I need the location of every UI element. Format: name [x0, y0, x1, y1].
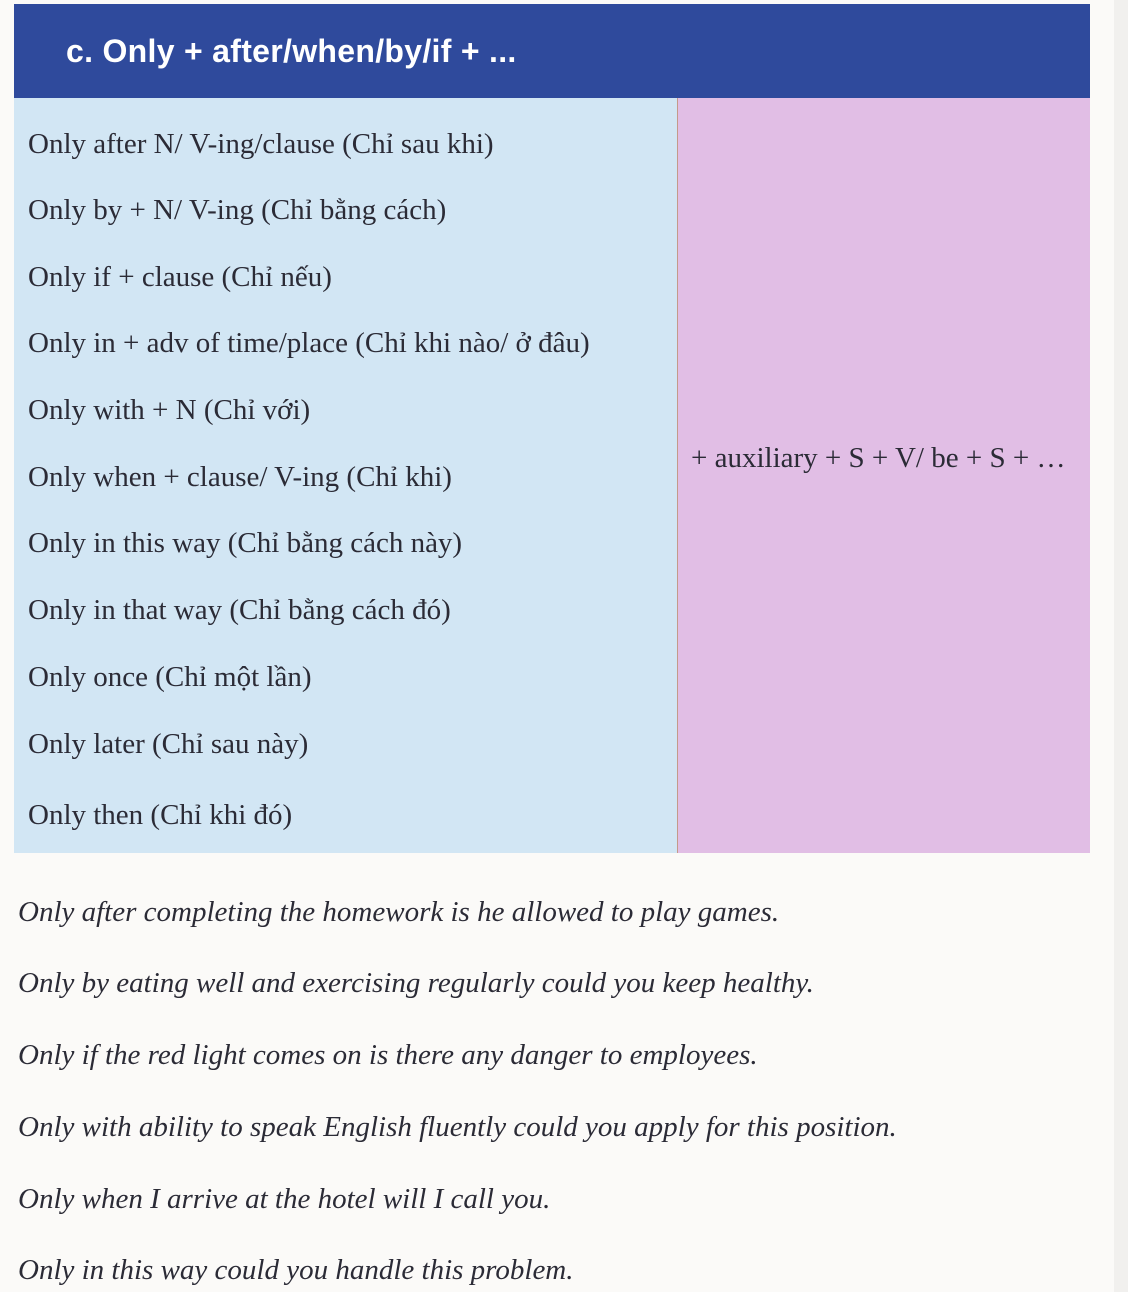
phrase-only-after: Only after N/ V-ing/clause (Chỉ sau khi) [28, 128, 494, 160]
grammar-table [14, 98, 1090, 853]
phrase-only-if: Only if + clause (Chỉ nếu) [28, 261, 332, 293]
formula-column [678, 98, 1090, 853]
phrase-only-with: Only with + N (Chỉ với) [28, 394, 311, 426]
inversion-formula: + auxiliary + S + V/ be + S + … [691, 442, 1066, 474]
phrase-only-in: Only in + adv of time/place (Chỉ khi nào/ ở đâu) [28, 327, 590, 359]
phrase-only-once: Only once (Chỉ một lần) [28, 661, 312, 693]
page-edge [1114, 0, 1128, 1292]
example-sentence: Only in this way could you handle this problem. [18, 1254, 574, 1286]
phrase-column [14, 98, 678, 853]
section-title: c. Only + after/when/by/if + ... [66, 33, 517, 69]
phrase-only-in-this-way: Only in this way (Chỉ bằng cách này) [28, 527, 463, 559]
example-sentence: Only after completing the homework is he allowed to play games. [18, 896, 780, 928]
example-sentence: Only by eating well and exercising regularly could you keep healthy. [18, 967, 814, 999]
section-header [14, 4, 1090, 98]
example-sentence: Only when I arrive at the hotel will I call you. [18, 1183, 551, 1215]
example-sentence: Only with ability to speak English fluently could you apply for this position. [18, 1111, 897, 1143]
phrase-only-later: Only later (Chỉ sau này) [28, 728, 309, 760]
phrase-only-in-that-way: Only in that way (Chỉ bằng cách đó) [28, 594, 451, 626]
phrase-only-when: Only when + clause/ V-ing (Chỉ khi) [28, 461, 452, 493]
example-sentence: Only if the red light comes on is there any danger to employees. [18, 1039, 758, 1071]
phrase-only-by: Only by + N/ V-ing (Chỉ bằng cách) [28, 194, 447, 226]
phrase-only-then: Only then (Chỉ khi đó) [28, 799, 293, 831]
